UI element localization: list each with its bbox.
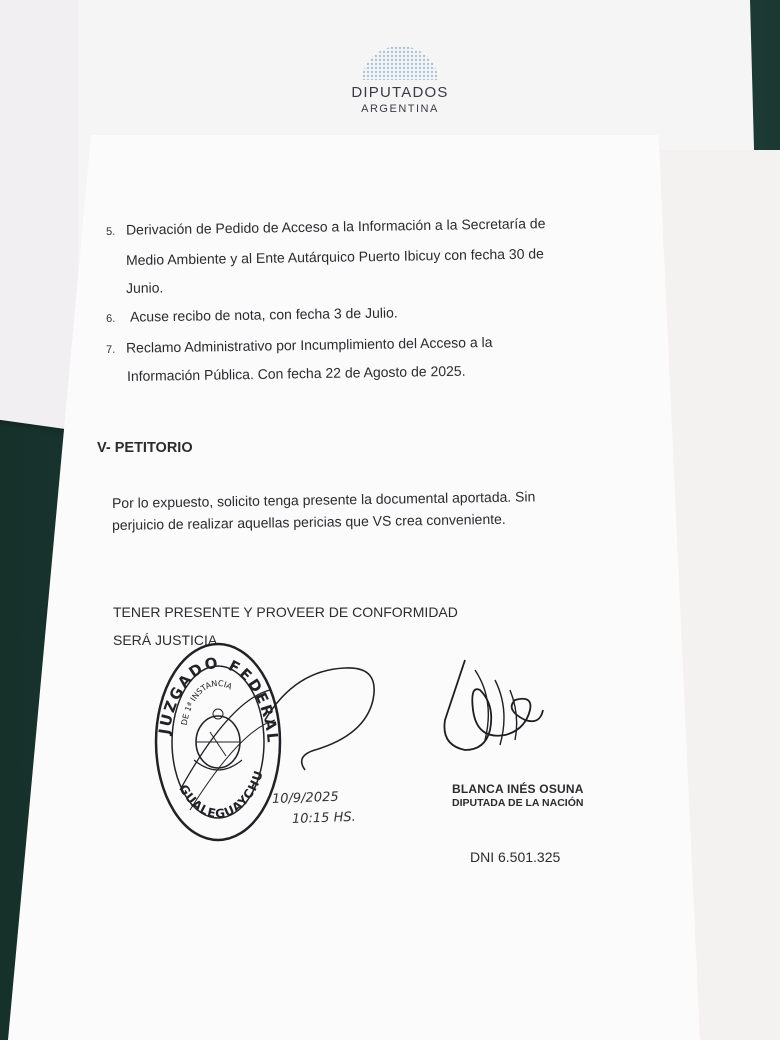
item-text-continuation: Información Pública. Con fecha 22 de Agosto de 2025. [126, 362, 466, 384]
letterhead-title: DIPUTADOS [351, 84, 449, 101]
receipt-time: 10:15 HS. [291, 809, 356, 827]
item-text: Acuse recibo de nota, con fecha 3 de Julio. [129, 304, 398, 325]
petitorio-text: perjuicio de realizar aquellas pericias que VS crea conveniente. [111, 510, 506, 533]
petitorio-text: Por lo expuesto, solicito tenga presente la documental aportada. Sin [111, 488, 536, 511]
item-text: Derivación de Pedido de Acceso a la Información a la Secretaría de [125, 215, 546, 238]
item-text-continuation: Junio. [125, 279, 164, 296]
item-text-continuation: Medio Ambiente y al Ente Autárquico Puerto Ibicuy con fecha 30 de [125, 245, 545, 268]
receipt-date: 10/9/2025 [271, 789, 339, 807]
stamp-bottom-text: GUALEGUAYCHU [176, 768, 267, 821]
signatory-title: DIPUTADA DE LA NACIÓN [452, 797, 584, 809]
item-number: 5. [105, 225, 116, 238]
stamp-top-text: JUZGADO FEDERAL [155, 653, 282, 745]
closing-justice: SERÁ JUSTICIA. [113, 632, 222, 648]
section-heading: V- PETITORIO [97, 440, 193, 456]
signatory-dni: DNI 6.501.325 [470, 849, 561, 865]
letterhead-subtitle: ARGENTINA [361, 103, 439, 115]
list-item [106, 215, 546, 238]
item-number: 6. [105, 312, 116, 325]
svg-text:GUALEGUAYCHU [176, 768, 266, 821]
list-item [106, 304, 398, 325]
list-item [106, 334, 493, 356]
item-text: Reclamo Administrativo por Incumplimiento del Acceso a la [125, 333, 493, 356]
item-number: 7. [105, 343, 116, 356]
coat-of-arms-icon [194, 709, 242, 770]
receipt-signature-scribble [255, 660, 385, 780]
signatory-name: BLANCA INÉS OSUNA [452, 782, 584, 796]
handwritten-signature [435, 650, 555, 780]
closing-request: TENER PRESENTE Y PROVEER DE CONFORMIDAD [113, 604, 458, 620]
stamp-inner-text: DE 1ª INSTANCIA [179, 678, 234, 726]
